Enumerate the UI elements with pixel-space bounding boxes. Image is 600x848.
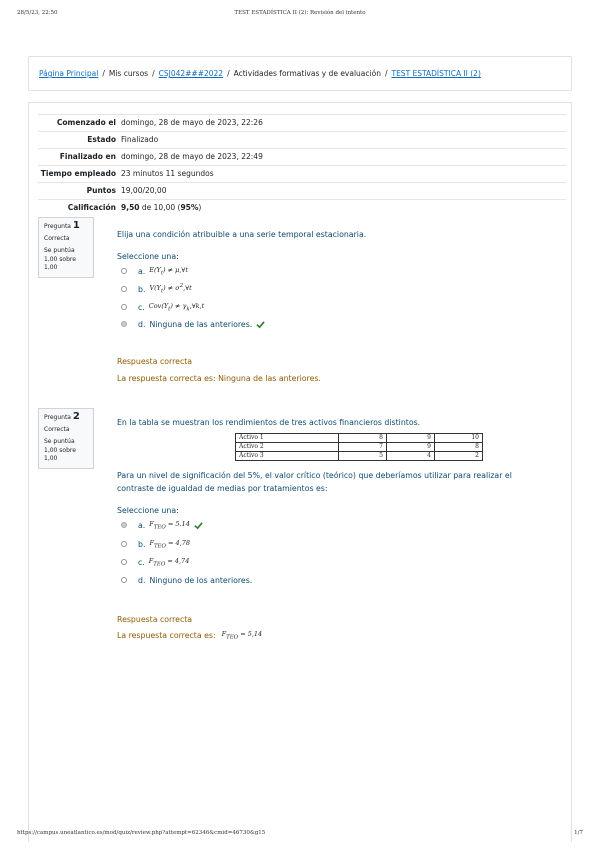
summary-row-time-taken bbox=[38, 166, 566, 183]
breadcrumb-section: Actividades formativas y de evaluación bbox=[233, 69, 381, 78]
summary-row-grade bbox=[38, 200, 566, 216]
question-1-text: Elija una condición atribuible a una serie temporal estacionaria. bbox=[117, 230, 367, 239]
radio-button-selected[interactable] bbox=[121, 522, 127, 528]
print-datetime: 28/5/23, 22:50 bbox=[17, 10, 58, 16]
radio-button[interactable] bbox=[121, 541, 127, 547]
option-formula: $F_{TEO} = 4,78$ bbox=[149, 538, 191, 550]
summary-label: Puntos bbox=[86, 186, 116, 195]
check-icon bbox=[256, 320, 265, 329]
q2-option-c[interactable] bbox=[121, 556, 189, 568]
question-1-outcome: Respuesta correcta bbox=[117, 357, 193, 366]
option-letter: a. bbox=[138, 520, 146, 530]
question-2-right-answer bbox=[117, 630, 262, 640]
table-cell: 5 bbox=[339, 452, 387, 461]
radio-button-selected[interactable] bbox=[121, 321, 127, 327]
summary-row-finished bbox=[38, 149, 566, 166]
question-grade: Se puntúa 1,00 sobre 1,00 bbox=[44, 247, 76, 271]
breadcrumb-separator: / bbox=[152, 69, 155, 78]
breadcrumb-home-link[interactable]: Página Principal bbox=[39, 69, 99, 78]
question-2-info bbox=[38, 408, 94, 469]
print-url: https://campus.uneatlantico.es/mod/quiz/review.php?attempt=62346&cmid=46730&g15 bbox=[17, 830, 266, 836]
question-1-right-answer: La respuesta correcta es: Ninguna de las anteriores. bbox=[117, 374, 321, 383]
summary-value: 19,00/20,00 bbox=[121, 186, 167, 195]
question-grade: Se puntúa 1,00 sobre 1,00 bbox=[44, 438, 76, 462]
q2-option-b[interactable] bbox=[121, 538, 190, 550]
print-footer bbox=[0, 830, 600, 842]
table-cell: 2 bbox=[435, 452, 483, 461]
breadcrumb-quiz-link[interactable]: TEST ESTADÍSTICA II (2) bbox=[391, 69, 481, 78]
radio-button[interactable] bbox=[121, 286, 127, 292]
summary-label: Calificación bbox=[67, 203, 116, 212]
question-2-text-2: Para un nivel de significación del 5%, el valor crítico (teórico) que deberíamos utilizar para realizar el contraste de igualdad de medias por tratamientos es: bbox=[117, 471, 512, 493]
summary-value: 23 minutos 11 segundos bbox=[121, 169, 214, 178]
q2-option-d[interactable] bbox=[121, 574, 252, 586]
summary-value: Finalizado bbox=[121, 135, 159, 144]
breadcrumb-separator: / bbox=[102, 69, 105, 78]
breadcrumb-container bbox=[28, 56, 572, 91]
question-number: Pregunta 1 bbox=[44, 220, 80, 231]
print-title: TEST ESTADÍSTICA II (2): Revisión del intento bbox=[234, 10, 366, 16]
print-header bbox=[0, 8, 600, 20]
question-1-info bbox=[38, 217, 94, 278]
attempt-summary-table bbox=[38, 114, 566, 216]
summary-row-marks bbox=[38, 183, 566, 200]
table-row bbox=[236, 452, 483, 461]
summary-label: Comenzado el bbox=[56, 118, 116, 127]
table-cell: 9 bbox=[387, 434, 435, 443]
breadcrumb-separator: / bbox=[384, 69, 388, 78]
summary-label: Tiempo empleado bbox=[40, 169, 116, 178]
table-cell: 7 bbox=[339, 443, 387, 452]
summary-label: Finalizado en bbox=[59, 152, 116, 161]
radio-button[interactable] bbox=[121, 559, 127, 565]
table-cell: 8 bbox=[339, 434, 387, 443]
question-state: Correcta bbox=[44, 234, 70, 242]
option-letter: a. bbox=[138, 266, 146, 276]
grade-percent: 95% bbox=[180, 203, 199, 212]
question-2-prompt: Seleccione una: bbox=[117, 506, 179, 515]
q1-option-d[interactable] bbox=[121, 318, 265, 330]
q2-option-a[interactable] bbox=[121, 519, 203, 531]
option-text: Ninguna de las anteriores. bbox=[149, 319, 253, 329]
question-1-prompt: Seleccione una: bbox=[117, 252, 179, 261]
radio-button[interactable] bbox=[121, 268, 127, 274]
assets-table bbox=[235, 433, 483, 461]
table-cell: Activo 3 bbox=[236, 452, 339, 461]
grade-end: ) bbox=[198, 203, 202, 212]
question-2-outcome: Respuesta correcta bbox=[117, 615, 193, 624]
option-letter: c. bbox=[138, 302, 145, 312]
radio-button[interactable] bbox=[121, 304, 127, 310]
breadcrumb-course-link[interactable]: CSJ042###2022 bbox=[158, 69, 224, 78]
option-letter: c. bbox=[138, 557, 145, 567]
print-page-number: 1/7 bbox=[574, 830, 583, 836]
table-cell: 8 bbox=[435, 443, 483, 452]
question-number: Pregunta 2 bbox=[44, 411, 80, 422]
summary-label: Estado bbox=[87, 135, 116, 144]
table-cell: Activo 2 bbox=[236, 443, 339, 452]
q1-option-b[interactable] bbox=[121, 283, 192, 295]
summary-value bbox=[116, 200, 201, 216]
breadcrumb-separator: / bbox=[227, 69, 230, 78]
breadcrumb bbox=[39, 69, 481, 78]
table-cell: 10 bbox=[435, 434, 483, 443]
breadcrumb-my-courses: Mis cursos bbox=[108, 69, 149, 78]
option-text: Ninguno de los anteriores. bbox=[149, 575, 253, 585]
option-letter: b. bbox=[138, 539, 146, 549]
check-icon bbox=[194, 521, 203, 530]
table-row bbox=[236, 443, 483, 452]
option-letter: d. bbox=[138, 319, 146, 329]
question-2-text: En la tabla se muestran los rendimientos de tres activos financieros distintos. bbox=[117, 418, 421, 427]
option-formula: $F_{TEO} = 5.14$ bbox=[149, 519, 190, 531]
q1-option-c[interactable] bbox=[121, 301, 204, 313]
right-answer-formula: $F_{TEO} = 5,14$ bbox=[221, 630, 263, 641]
table-cell: Activo 1 bbox=[236, 434, 339, 443]
summary-row-started bbox=[38, 114, 566, 132]
radio-button[interactable] bbox=[121, 577, 127, 583]
right-answer-label: La respuesta correcta es: bbox=[117, 630, 216, 640]
table-row bbox=[236, 434, 483, 443]
summary-value: domingo, 28 de mayo de 2023, 22:49 bbox=[121, 152, 263, 161]
option-letter: b. bbox=[138, 284, 146, 294]
option-letter: d. bbox=[138, 575, 146, 585]
summary-value: domingo, 28 de mayo de 2023, 22:26 bbox=[121, 118, 263, 127]
table-cell: 4 bbox=[387, 452, 435, 461]
grade-value: 9,50 bbox=[121, 203, 140, 212]
question-state: Correcta bbox=[44, 425, 70, 433]
summary-row-state bbox=[38, 132, 566, 149]
option-formula: $E(Y_t)$ ≠ μ,∀t bbox=[149, 265, 188, 277]
q1-option-a[interactable] bbox=[121, 265, 188, 277]
table-cell: 9 bbox=[387, 443, 435, 452]
grade-rest: de 10,00 ( bbox=[139, 203, 181, 212]
option-formula: $Cov(Y_t)$ ≠ $\gamma_k,\forall k,t$ bbox=[148, 301, 205, 313]
option-formula: $V(Y_t)$ ≠ $\sigma^2,\forall t$ bbox=[149, 283, 192, 295]
option-formula: $F_{TEO} = 4,74$ bbox=[148, 556, 190, 568]
